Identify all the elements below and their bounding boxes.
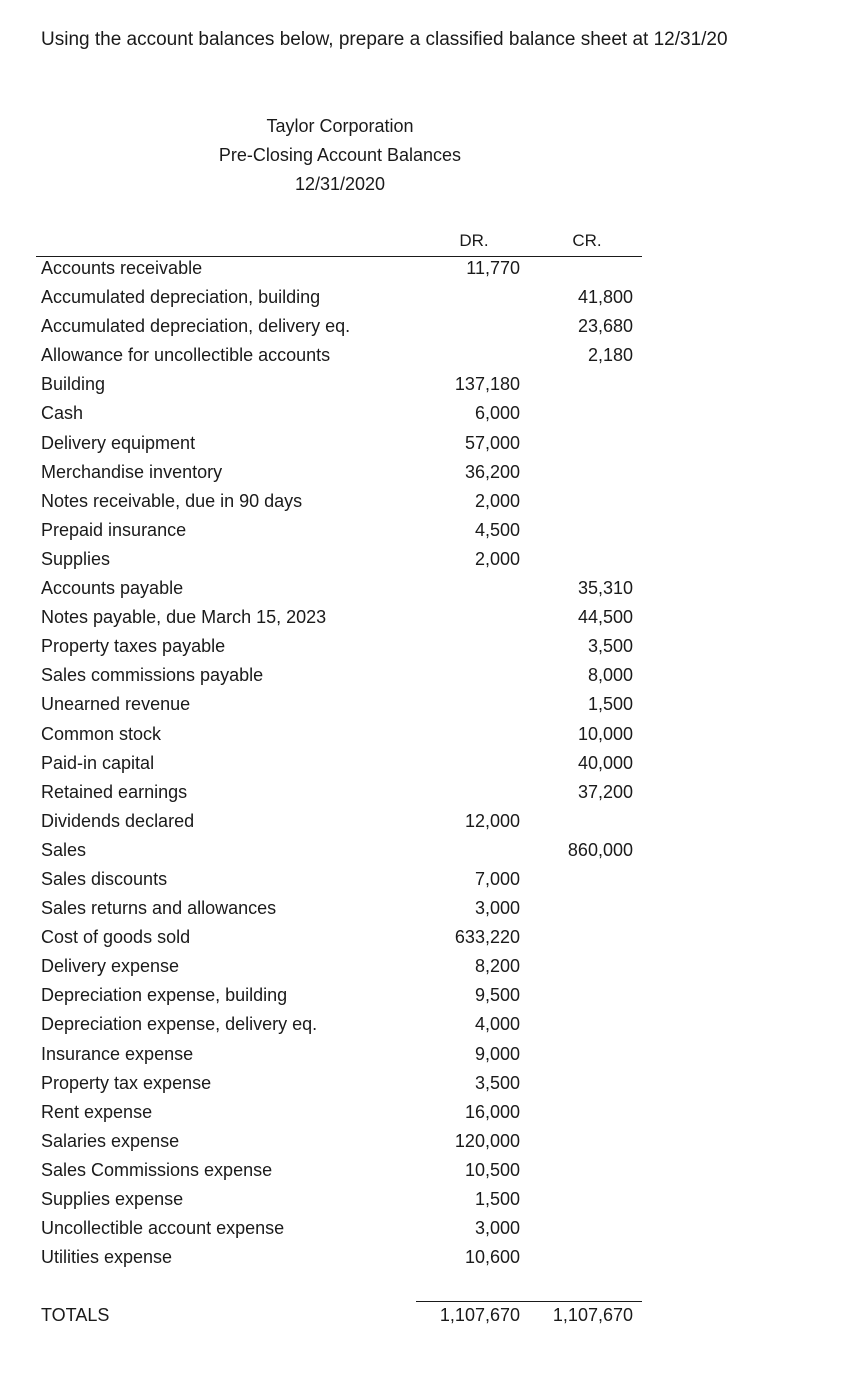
account-name: Sales commissions payable — [41, 665, 264, 686]
debit-column-header: DR. — [459, 231, 489, 250]
account-name: Property taxes payable — [41, 636, 226, 657]
account-name: Depreciation expense, building — [41, 985, 288, 1006]
account-row — [0, 605, 861, 634]
account-row — [0, 372, 861, 401]
account-row — [0, 925, 861, 954]
totals-debit: 1,107,670 — [439, 1305, 520, 1325]
account-name: Supplies — [41, 548, 111, 569]
account-name: Salaries expense — [41, 1130, 180, 1151]
account-row — [0, 460, 861, 489]
account-row — [0, 722, 861, 751]
account-name: Delivery equipment — [41, 432, 196, 453]
account-name: Merchandise inventory — [41, 461, 223, 482]
account-name: Sales — [41, 839, 87, 860]
account-row — [0, 809, 861, 838]
account-name: Accumulated depreciation, delivery eq. — [41, 316, 351, 337]
debit-amount: 12,000 — [464, 810, 520, 831]
debit-amount: 9,000 — [474, 1043, 520, 1064]
account-name: Sales discounts — [41, 868, 168, 889]
account-name: Rent expense — [41, 1101, 153, 1122]
account-row — [0, 343, 861, 372]
company-name: Taylor Corporation — [266, 116, 414, 136]
debit-amount: 10,600 — [464, 1247, 520, 1268]
account-name: Accounts receivable — [41, 258, 203, 278]
account-name: Cash — [41, 403, 84, 424]
account-name: Sales Commissions expense — [41, 1159, 273, 1180]
account-name: Paid-in capital — [41, 752, 155, 773]
report-date: 12/31/2020 — [294, 174, 386, 194]
account-row — [0, 1042, 861, 1071]
account-name: Prepaid insurance — [41, 519, 187, 540]
account-name: Insurance expense — [41, 1043, 194, 1064]
account-row — [0, 634, 861, 663]
debit-amount: 6,000 — [474, 403, 520, 424]
credit-amount: 8,000 — [587, 665, 633, 686]
account-row — [0, 896, 861, 925]
account-name: Accumulated depreciation, building — [41, 287, 321, 308]
credit-amount: 37,200 — [577, 781, 633, 802]
account-row — [0, 1187, 861, 1216]
account-row — [0, 1158, 861, 1187]
credit-amount: 2,180 — [587, 345, 633, 366]
account-row — [0, 547, 861, 576]
account-row — [0, 1129, 861, 1158]
account-name: Property tax expense — [41, 1072, 212, 1093]
account-list — [0, 256, 861, 1274]
account-row — [0, 838, 861, 867]
account-row — [0, 401, 861, 430]
account-row — [0, 751, 861, 780]
account-name: Retained earnings — [41, 781, 188, 802]
debit-amount: 3,000 — [474, 1218, 520, 1239]
credit-amount: 3,500 — [587, 636, 633, 657]
account-name: Common stock — [41, 723, 162, 744]
account-row — [0, 285, 861, 314]
account-name: Dividends declared — [41, 810, 195, 831]
account-row — [0, 1071, 861, 1100]
report-title: Pre-Closing Account Balances — [218, 145, 462, 165]
account-row — [0, 518, 861, 547]
instruction-text: Using the account balances below, prepare a classified balance sheet at 12/31/20 — [41, 29, 728, 50]
debit-amount: 57,000 — [464, 432, 520, 453]
debit-amount: 3,000 — [474, 898, 520, 919]
account-row — [0, 1100, 861, 1129]
credit-amount: 1,500 — [587, 694, 633, 715]
debit-amount: 10,500 — [464, 1159, 520, 1180]
account-row — [0, 256, 861, 285]
debit-amount: 7,000 — [474, 868, 520, 889]
account-name: Uncollectible account expense — [41, 1218, 285, 1239]
account-row — [0, 431, 861, 460]
debit-amount: 1,500 — [474, 1189, 520, 1209]
credit-amount: 860,000 — [567, 839, 633, 860]
account-name: Depreciation expense, delivery eq. — [41, 1014, 318, 1035]
debit-amount: 633,220 — [454, 927, 520, 948]
account-row — [0, 867, 861, 896]
account-name: Sales returns and allowances — [41, 898, 277, 919]
credit-amount: 40,000 — [577, 752, 633, 773]
account-row — [0, 314, 861, 343]
totals-rule — [416, 1301, 642, 1302]
account-row — [0, 780, 861, 809]
debit-amount: 3,500 — [474, 1072, 520, 1093]
account-row — [0, 1245, 861, 1274]
credit-amount: 41,800 — [577, 287, 633, 308]
account-row — [0, 692, 861, 721]
credit-amount: 35,310 — [577, 578, 633, 599]
account-row — [0, 1216, 861, 1245]
debit-amount: 4,000 — [474, 1014, 520, 1035]
debit-amount: 2,000 — [474, 548, 520, 569]
account-row — [0, 954, 861, 983]
debit-amount: 137,180 — [454, 374, 520, 395]
account-name: Utilities expense — [41, 1247, 173, 1268]
account-row — [0, 983, 861, 1012]
totals-row — [0, 1303, 861, 1331]
debit-amount: 9,500 — [474, 985, 520, 1006]
debit-amount: 4,500 — [474, 519, 520, 540]
account-row — [0, 1012, 861, 1041]
account-name: Unearned revenue — [41, 694, 191, 715]
account-row — [0, 576, 861, 605]
account-name: Cost of goods sold — [41, 927, 191, 948]
account-name: Accounts payable — [41, 578, 184, 599]
debit-amount: 2,000 — [474, 490, 520, 511]
account-row — [0, 663, 861, 692]
account-row — [0, 489, 861, 518]
credit-amount: 10,000 — [577, 723, 633, 744]
debit-amount: 120,000 — [454, 1130, 520, 1151]
account-name: Notes payable, due March 15, 2023 — [41, 607, 327, 628]
credit-amount: 23,680 — [577, 316, 633, 337]
credit-column-header: CR. — [572, 231, 602, 250]
totals-credit: 1,107,670 — [552, 1305, 633, 1325]
credit-amount: 44,500 — [577, 607, 633, 628]
account-name: Supplies expense — [41, 1189, 184, 1209]
debit-amount: 36,200 — [464, 461, 520, 482]
account-name: Allowance for uncollectible accounts — [41, 345, 331, 366]
totals-label: TOTALS — [41, 1305, 110, 1325]
debit-amount: 8,200 — [474, 956, 520, 977]
account-name: Building — [41, 374, 106, 395]
debit-amount: 11,770 — [466, 258, 520, 278]
debit-amount: 16,000 — [464, 1101, 520, 1122]
account-name: Notes receivable, due in 90 days — [41, 490, 303, 511]
account-name: Delivery expense — [41, 956, 180, 977]
